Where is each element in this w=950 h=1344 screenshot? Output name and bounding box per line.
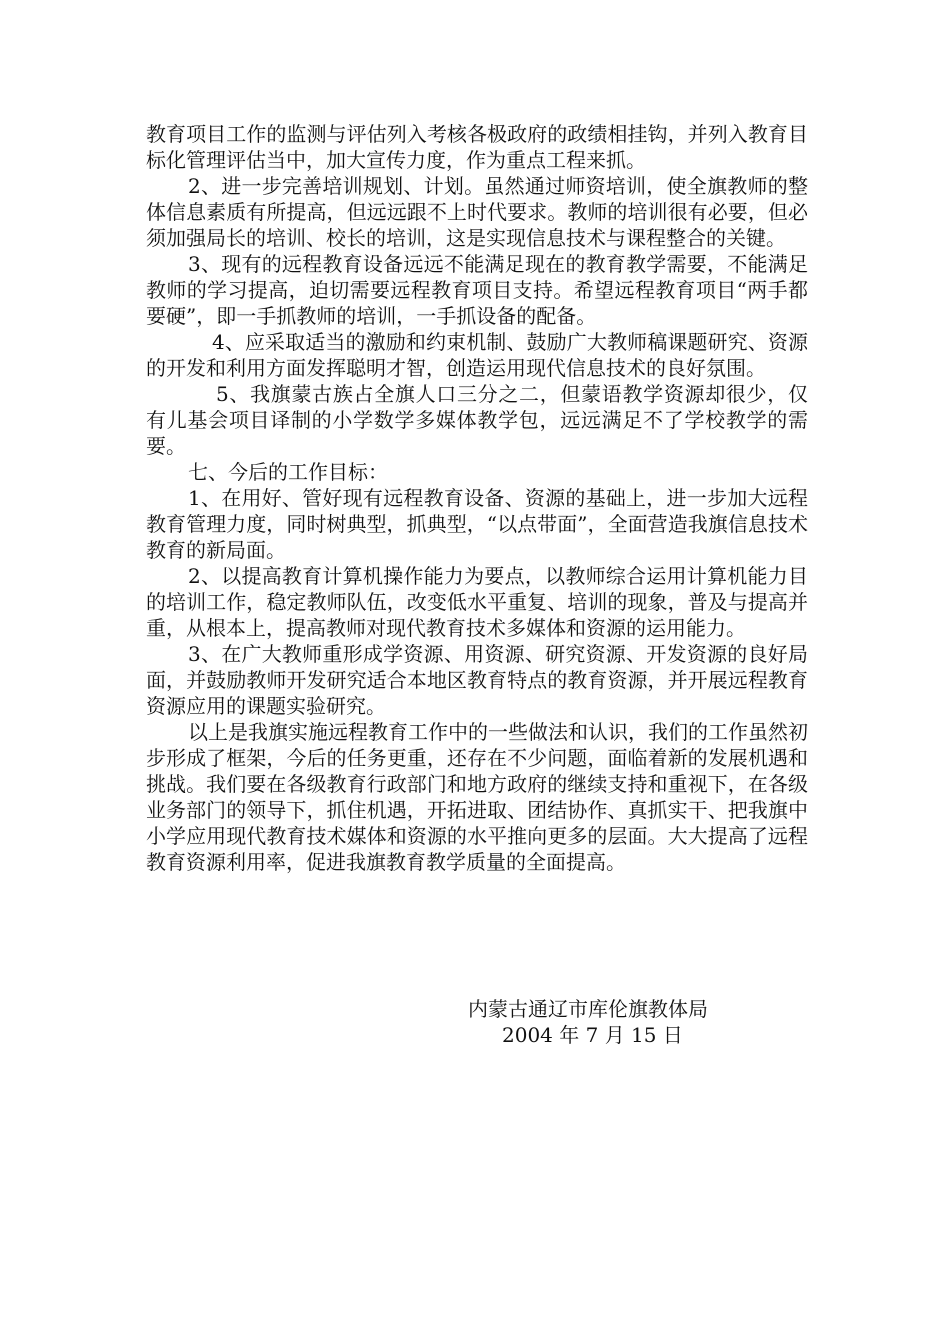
paragraph-item-5-mongolian-resources: 5、我旗蒙古族占全旗人口三分之二，但蒙语教学资源却很少，仅有儿基会项目译制的小学数学多媒体教学包，远远满足不了学校教学的需要。	[146, 382, 808, 458]
signature-date: 2004 年 7 月 15 日	[502, 1023, 683, 1047]
signature-block	[468, 996, 788, 1048]
paragraph-item-3-equipment: 3、现有的远程教育设备远远不能满足现在的教育教学需要，不能满足教师的学习提高，迫切需要远程教育项目支持。希望远程教育项目“两手都要硬”，即一手抓教师的培训，一手抓设备的配备。	[146, 252, 808, 328]
document-body	[146, 121, 808, 875]
paragraph-continuation: 教育项目工作的监测与评估列入考核各极政府的政绩相挂钩，并列入教育目标化管理评估当中，加大宣传力度，作为重点工程来抓。	[146, 122, 808, 172]
paragraph-item-2-training: 2、进一步完善培训规划、计划。虽然通过师资培训，使全旗教师的整体信息素质有所提高，但远远跟不上时代要求。教师的培训很有必要，但必须加强局长的培训、校长的培训，这是实现信息技术与课程整合的关键。	[146, 174, 808, 250]
signature-organization: 内蒙古通辽市库伦旗教体局	[468, 997, 708, 1021]
paragraph-goal-3: 3、在广大教师重形成学资源、用资源、研究资源、开发资源的良好局面，并鼓励教师开发研究适合本地区教育特点的教育资源，并开展远程教育资源应用的课题实验研究。	[146, 642, 808, 718]
paragraph-goal-2: 2、以提高教育计算机操作能力为要点，以教师综合运用计算机能力目的培训工作，稳定教师队伍，改变低水平重复、培训的现象，普及与提高并重，从根本上，提高教师对现代教育技术多媒体和资源的运用能力。	[146, 564, 808, 640]
paragraph-conclusion: 以上是我旗实施远程教育工作中的一些做法和认识，我们的工作虽然初步形成了框架，今后的任务更重，还存在不少问题，面临着新的发展机遇和挑战。我们要在各级教育行政部门和地方政府的继续支持和重视下，在各级业务部门的领导下，抓住机遇，开拓进取、团结协作、真抓实干、把我旗中小学应用现代教育技术媒体和资源的水平推向更多的层面。大大提高了远程教育资源利用率，促进我旗教育教学质量的全面提高。	[146, 720, 808, 874]
paragraph-goal-1: 1、在用好、管好现有远程教育设备、资源的基础上，进一步加大远程教育管理力度，同时树典型，抓典型，“以点带面”，全面营造我旗信息技术教育的新局面。	[146, 486, 808, 562]
paragraph-item-4-incentives: 4、应采取适当的激励和约束机制、鼓励广大教师稿课题研究、资源的开发和利用方面发挥聪明才智，创造运用现代信息技术的良好氛围。	[146, 330, 808, 380]
section-heading-goals: 七、今后的工作目标：	[188, 460, 388, 484]
